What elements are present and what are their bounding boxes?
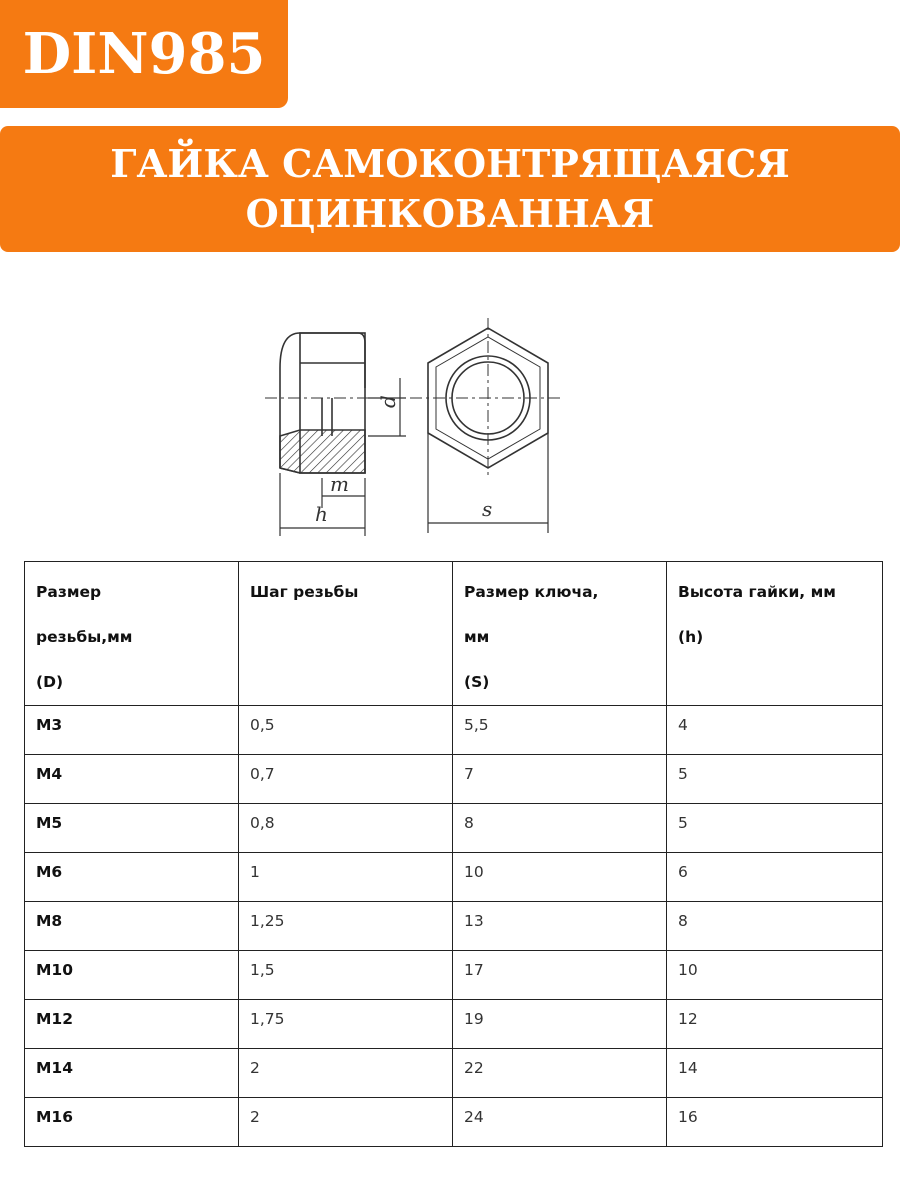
cell-pitch: 2 (239, 1049, 453, 1098)
cell-size: M6 (25, 853, 239, 902)
table-row (25, 1049, 883, 1098)
cell-wrench: 7 (453, 755, 667, 804)
cell-pitch: 1 (239, 853, 453, 902)
table-row (25, 1000, 883, 1049)
cell-pitch: 1,75 (239, 1000, 453, 1049)
header-thread-pitch: Шаг резьбы (239, 562, 453, 706)
table-row (25, 804, 883, 853)
header-row (25, 562, 883, 706)
spec-table (24, 561, 883, 1147)
nut-technical-drawing (260, 318, 560, 543)
cell-pitch: 1,25 (239, 902, 453, 951)
cell-size: M8 (25, 902, 239, 951)
cell-wrench: 22 (453, 1049, 667, 1098)
cell-pitch: 0,8 (239, 804, 453, 853)
table-row (25, 902, 883, 951)
label-h: h (315, 502, 328, 526)
cell-wrench: 24 (453, 1098, 667, 1147)
cell-size: M10 (25, 951, 239, 1000)
side-view (265, 333, 390, 473)
cell-size: M12 (25, 1000, 239, 1049)
cell-wrench: 17 (453, 951, 667, 1000)
cell-wrench: 19 (453, 1000, 667, 1049)
table-row (25, 853, 883, 902)
badge-text: DIN985 (22, 21, 266, 87)
table-row (25, 951, 883, 1000)
cell-height: 16 (667, 1098, 883, 1147)
cell-size: M4 (25, 755, 239, 804)
table-row (25, 755, 883, 804)
cell-height: 8 (667, 902, 883, 951)
cell-height: 12 (667, 1000, 883, 1049)
cell-wrench: 10 (453, 853, 667, 902)
cell-height: 5 (667, 755, 883, 804)
title-line-2: ОЦИНКОВАННАЯ (245, 191, 655, 236)
cell-wrench: 8 (453, 804, 667, 853)
label-s: s (482, 497, 493, 521)
title-line-1: ГАЙКА САМОКОНТРЯЩАЯСЯ (110, 141, 790, 186)
header-wrench-size: Размер ключа, мм (S) (453, 562, 667, 706)
cell-size: M3 (25, 706, 239, 755)
cell-height: 10 (667, 951, 883, 1000)
header-nut-height: Высота гайки, мм (h) (667, 562, 883, 706)
cell-wrench: 5,5 (453, 706, 667, 755)
header-thread-size: Размер резьбы,мм (D) (25, 562, 239, 706)
cell-wrench: 13 (453, 902, 667, 951)
cell-height: 5 (667, 804, 883, 853)
cell-pitch: 1,5 (239, 951, 453, 1000)
cell-size: M5 (25, 804, 239, 853)
cell-pitch: 0,7 (239, 755, 453, 804)
table-row (25, 706, 883, 755)
cell-size: M14 (25, 1049, 239, 1098)
cell-pitch: 0,5 (239, 706, 453, 755)
label-d: d (376, 395, 400, 408)
table-row (25, 1098, 883, 1147)
label-m: m (330, 472, 349, 496)
cell-size: M16 (25, 1098, 239, 1147)
standard-badge (0, 0, 288, 108)
cell-height: 14 (667, 1049, 883, 1098)
cell-height: 6 (667, 853, 883, 902)
cell-height: 4 (667, 706, 883, 755)
title-banner (0, 126, 900, 252)
cell-pitch: 2 (239, 1098, 453, 1147)
